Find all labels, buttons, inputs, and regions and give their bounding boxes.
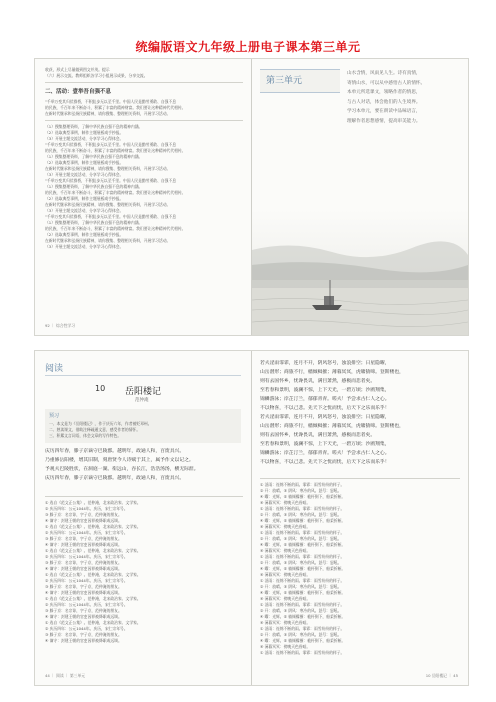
footnote: ② 开：放晴。③ 阴风：寒冷的风。怒号：怒吼。: [260, 560, 342, 565]
lesson-number: 10: [95, 384, 106, 393]
text-line: 三、积累文言词语，体会文章的写作特色。: [49, 433, 122, 438]
footnote: ① 选自《范文正公集》。范仲淹，北宋政治家、文学家。: [45, 596, 141, 601]
unit-title: 第三单元: [260, 69, 340, 93]
divider: [260, 478, 460, 479]
textbook-spread-top: [34, 58, 469, 336]
footnote: ⑥ 薄暮冥冥：傍晚天色昏暗。: [260, 572, 311, 577]
text-line: 至若春和景明，波澜不惊，上下天光，一碧万顷；沙鸥翔集，: [260, 388, 390, 393]
text-line: 与古人对话，体会他们的人生境界。: [347, 99, 421, 105]
lesson-text: [260, 359, 460, 467]
footnote: ① 选自《范文正公集》。范仲淹，北宋政治家、文学家。: [45, 572, 141, 577]
footnote: ⑥ 薄暮冥冥：傍晚天色昏暗。: [260, 500, 311, 505]
text-line: （3）开展主题交流活动，分享学习心得体会。: [45, 172, 124, 177]
footnote: ① 淫雨：连绵不断的雨。霏霏：雨雪纷纷的样子。: [260, 650, 345, 655]
right-page-unit-cover: [252, 59, 468, 335]
text-line: 乃重修岳阳楼，增其旧制，刻唐贤今人诗赋于其上，属予作文以记之。: [45, 458, 194, 463]
footnote: ④ 谪守：封建王朝的官吏因罪被降职或远调。: [45, 518, 122, 523]
footnote: ① 选自《范文正公集》。范仲淹，北宋政治家、文学家。: [45, 548, 141, 553]
text-line: 则有去国怀乡，忧谗畏讥，满目萧然，感极而悲者矣。: [260, 433, 376, 438]
text-line: 在新时代继承和弘扬民族精神，请你搜集、整理相关资料，开展学习活动。: [45, 166, 171, 171]
page-footer: 44 ｜ 阅读 ｜ 第三单元: [45, 673, 86, 678]
text-line: 不以物喜，不以己悲。先天下之忧而忧，后天下之乐而乐乎！: [260, 460, 390, 465]
left-page-activity: [35, 59, 252, 335]
footnote: ⑥ 薄暮冥冥：傍晚天色昏暗。: [260, 596, 311, 601]
footnote: ② 开：放晴。③ 阴风：寒冷的风。怒号：怒吼。: [260, 488, 342, 493]
text-line: “千举万变其归伏群桥，不积跬步无以至千里。中国人民是勤劳勇敢、自强不息: [45, 99, 177, 104]
footnote: ② 庆历四年：公元1044年。庆历，宋仁宗年号。: [45, 578, 128, 583]
text-line: 的民族，千百年来不断奋斗，积累了丰富的精神财富。我们要让这种精神代代相传。: [45, 148, 186, 153]
footnote: ② 开：放晴。③ 阴风：寒冷的风。怒号：怒吼。: [260, 512, 342, 517]
divider: [45, 82, 243, 83]
text-line: （1）搜集整理资料，了解中华民族自强不息的精神内涵。: [45, 154, 143, 159]
footnote: ① 淫雨：连绵不断的雨。霏霏：雨雪纷纷的样子。: [260, 578, 345, 583]
footnote: ① 淫雨：连绵不断的雨。霏霏：雨雪纷纷的样子。: [260, 506, 345, 511]
text-line: 则有去国怀乡，忧谗畏讥，满目萧然，感极而悲者矣。: [260, 379, 376, 384]
footnote: ⑥ 薄暮冥冥：傍晚天色昏暗。: [260, 644, 311, 649]
footnote: ⑥ 薄暮冥冥：傍晚天色昏暗。: [260, 524, 311, 529]
footnote: ③ 滕子京：名宗谅，字子京，范仲淹的朋友。: [45, 584, 122, 589]
divider: [45, 496, 243, 497]
text-line: 的民族，千百年来不断奋斗，积累了丰富的精神财富。我们要让这种精神代代相传。: [45, 190, 186, 195]
lesson-text: [45, 447, 243, 483]
text-line: 锦鳞游泳；岸芷汀兰，郁郁青青。嗟夫！予尝求古仁人之心。: [260, 397, 390, 402]
text-line: 一、本文是为《岳阳楼记》，作于庆历六年，作者被贬邓州。: [49, 421, 152, 426]
text-line: 在新时代继承和弘扬民族精神，请你搜集、整理相关资料，开展学习活动。: [45, 238, 171, 243]
text-line: （六）展示交流。教师组织各学习小组展示成果，分享交流。: [45, 73, 148, 78]
page-footer: 10 岳阳楼记 ｜ 45: [425, 673, 458, 678]
page-banner: 统编版语文九年级上册电子课本第三单元: [135, 40, 361, 54]
footnote: ② 开：放晴。③ 阴风：寒冷的风。怒号：怒吼。: [260, 608, 342, 613]
footnote: ② 庆历四年：公元1044年。庆历，宋仁宗年号。: [45, 530, 128, 535]
unit-introduction: [347, 69, 463, 126]
text-line: 若夫淫雨霏霏，连月不开，阴风怒号，浊浪排空；日星隐曜，: [260, 415, 390, 420]
text-line: 收获，形式上尽量做到图文并茂。提示: [45, 67, 110, 72]
text-line: 山岳潜形；商旅不行，樯倾楫摧；薄暮冥冥，虎啸猿啼。登斯楼也，: [260, 370, 404, 375]
footnote: ② 开：放晴。③ 阴风：寒冷的风。怒号：怒吼。: [260, 632, 342, 637]
section-heading: 二、活动：壹举吾自强不息: [45, 89, 112, 95]
footnote: ③ 滕子京：名宗谅，字子京，范仲淹的朋友。: [45, 608, 122, 613]
footnote: ④ 谪守：封建王朝的官吏因罪被降职或远调。: [45, 566, 122, 571]
text-line: （1）搜集整理资料，了解中华民族自强不息的精神内涵。: [45, 220, 143, 225]
footnote: ③ 滕子京：名宗谅，字子京，范仲淹的朋友。: [45, 512, 122, 517]
text-line: （3）开展主题交流活动，分享学习心得体会。: [45, 244, 124, 249]
text-line: 不以物喜，不以己悲。先天下之忧而忧，后天下之乐而乐乎！: [260, 406, 390, 411]
text-line: 山水含情，风雨见人生。诗有真情，: [347, 71, 421, 76]
footnote: ④ 谪守：封建王朝的官吏因罪被降职或远调。: [45, 638, 122, 643]
left-page-lesson: [35, 351, 252, 685]
text-line: （3）开展主题交流活动，分享学习心得体会。: [45, 208, 124, 213]
text-line: 二、熟读课文，借助注释疏通文意，感受作者的情怀。: [49, 427, 141, 432]
footnote: ② 庆历四年：公元1044年。庆历，宋仁宗年号。: [45, 554, 128, 559]
tips-label: 预习: [49, 413, 60, 419]
page-footer: 92 ｜ 综合性学习: [45, 323, 76, 328]
footnote: ③ 滕子京：名宗谅，字子京，范仲淹的朋友。: [45, 632, 122, 637]
text-line: 庆历四年春，滕子京谪守巴陵郡。越明年，政通人和，百废具兴。: [45, 476, 185, 481]
footnote: ③ 滕子京：名宗谅，字子京，范仲淹的朋友。: [45, 536, 122, 541]
author: 范仲淹: [135, 398, 149, 403]
text-line: 至若春和景明，波澜不惊，上下天光，一碧万顷；沙鸥翔集，: [260, 442, 390, 447]
footnote: ④ 曜：光辉。⑤ 樯倾楫摧：桅杆倒下，船桨折断。: [260, 542, 346, 547]
text-line: 庆历四年春，滕子京谪守巴陵郡。越明年，政通人和，百废具兴。: [45, 449, 185, 454]
footnotes: [260, 475, 460, 656]
lesson-title: 岳阳楼记: [125, 387, 162, 397]
text-line: （2）选取典型事例，制作主题展板或手抄报。: [45, 130, 124, 135]
preview-tips-box: [45, 409, 241, 443]
footnote: ② 庆历四年：公元1044年。庆历，宋仁宗年号。: [45, 506, 128, 511]
section-label-reading: 阅读: [45, 364, 64, 374]
text-line: （2）选取典型事例，制作主题展板或手抄报。: [45, 196, 124, 201]
text-line: （2）选取典型事例，制作主题展板或手抄报。: [45, 160, 124, 165]
footnote: ④ 谪守：封建王朝的官吏因罪被降职或远调。: [45, 542, 122, 547]
text-line: 学习本单元，要在朗读中品味语言，: [347, 109, 421, 114]
footnote: ④ 曜：光辉。⑤ 樯倾楫摧：桅杆倒下，船桨折断。: [260, 590, 346, 595]
text-line: （1）搜集整理资料，了解中华民族自强不息的精神内涵。: [45, 184, 143, 189]
text-line: “千举万变其归伏群桥，不积跬步无以至千里。中国人民是勤劳勇敢、自强不息: [45, 178, 177, 183]
footnote: ④ 谪守：封建王朝的官吏因罪被降职或远调。: [45, 590, 122, 595]
footnote: ④ 曜：光辉。⑤ 樯倾楫摧：桅杆倒下，船桨折断。: [260, 566, 346, 571]
footnote: ① 淫雨：连绵不断的雨。霏霏：雨雪纷纷的样子。: [260, 626, 345, 631]
text-line: “千举万变其归伏群桥，不积跬步无以至千里。中国人民是勤劳勇敢、自强不息: [45, 214, 177, 219]
footnote: ④ 曜：光辉。⑤ 樯倾楫摧：桅杆倒下，船桨折断。: [260, 614, 346, 619]
text-line: 锦鳞游泳；岸芷汀兰，郁郁青青。嗟夫！予尝求古仁人之心。: [260, 451, 390, 456]
text-line: （3）开展主题交流活动，分享学习心得体会。: [45, 136, 124, 141]
footnotes: [45, 493, 243, 644]
right-page-lesson: [252, 351, 468, 685]
footnote: ① 选自《范文正公集》。范仲淹，北宋政治家、文学家。: [45, 620, 141, 625]
footnote: ① 选自《范文正公集》。范仲淹，北宋政治家、文学家。: [45, 500, 141, 505]
footnote: ① 淫雨：连绵不断的雨。霏霏：雨雪纷纷的样子。: [260, 602, 345, 607]
text-line: （1）搜集整理资料，了解中华民族自强不息的精神内涵。: [45, 124, 143, 129]
footnote: ④ 曜：光辉。⑤ 樯倾楫摧：桅杆倒下，船桨折断。: [260, 494, 346, 499]
text-line: （2）选取典型事例，制作主题展板或手抄报。: [45, 232, 124, 237]
textbook-spread-bottom: [34, 350, 469, 686]
divider: [45, 375, 241, 376]
footnote: ② 开：放晴。③ 阴风：寒冷的风。怒号：怒吼。: [260, 584, 342, 589]
footnote: ⑥ 薄暮冥冥：傍晚天色昏暗。: [260, 548, 311, 553]
text-line: 在新时代继承和弘扬民族精神，请你搜集、整理相关资料，开展学习活动。: [45, 202, 171, 207]
text-line: 的民族，千百年来不断奋斗，积累了丰富的精神财富。我们要让这种精神代代相传。: [45, 226, 186, 231]
text-line: 本单元所选课文，领略作者的情思，: [347, 90, 421, 95]
footnote: ① 淫雨：连绵不断的雨。霏霏：雨雪纷纷的样子。: [260, 530, 345, 535]
text-line: 理解作者思想感情，提高审美能力。: [347, 118, 421, 124]
footnote: ④ 曜：光辉。⑤ 樯倾楫摧：桅杆倒下，船桨折断。: [260, 638, 346, 643]
footnote: ② 庆历四年：公元1044年。庆历，宋仁宗年号。: [45, 602, 128, 607]
footnote: ⑥ 薄暮冥冥：傍晚天色昏暗。: [260, 620, 311, 625]
footnote: ① 选自《范文正公集》。范仲淹，北宋政治家、文学家。: [45, 524, 141, 529]
text-line: 寄情山水，可以从中感悟古人的情怀。: [347, 80, 426, 86]
divider: [45, 120, 243, 121]
footnote: ② 庆历四年：公元1044年。庆历，宋仁宗年号。: [45, 626, 128, 631]
footnote: ④ 曜：光辉。⑤ 樯倾楫摧：桅杆倒下，船桨折断。: [260, 518, 346, 523]
text-line: 在新时代继承和弘扬民族精神，请你搜集、整理相关资料，开展学习活动。: [45, 111, 171, 116]
footnote: ③ 滕子京：名宗谅，字子京，范仲淹的朋友。: [45, 560, 122, 565]
text-line: 的民族，千百年来不断奋斗，积累了丰富的精神财富。我们要让这种精神代代相传。: [45, 105, 186, 110]
text-line: 山岳潜形；商旅不行，樯倾楫摧；薄暮冥冥，虎啸猿啼。登斯楼也，: [260, 424, 404, 429]
landscape-painting: [252, 210, 468, 335]
text-line: 若夫淫雨霏霏，连月不开，阴风怒号，浊浪排空；日星隐曜，: [260, 361, 390, 366]
footnote: ① 淫雨：连绵不断的雨。霏霏：雨雪纷纷的样子。: [260, 554, 345, 559]
footnote: ④ 谪守：封建王朝的官吏因罪被降职或远调。: [45, 614, 122, 619]
activity-body: [45, 67, 243, 250]
text-line: 予观夫巴陵胜状，在洞庭一湖。衔远山，吞长江，浩浩汤汤，横无际涯。: [45, 467, 199, 472]
text-line: “千举万变其归伏群桥，不积跬步无以至千里。中国人民是勤劳勇敢、自强不息: [45, 142, 177, 147]
footnote: ① 淫雨：连绵不断的雨。霏霏：雨雪纷纷的样子。: [260, 482, 345, 487]
footnote: ② 开：放晴。③ 阴风：寒冷的风。怒号：怒吼。: [260, 536, 342, 541]
